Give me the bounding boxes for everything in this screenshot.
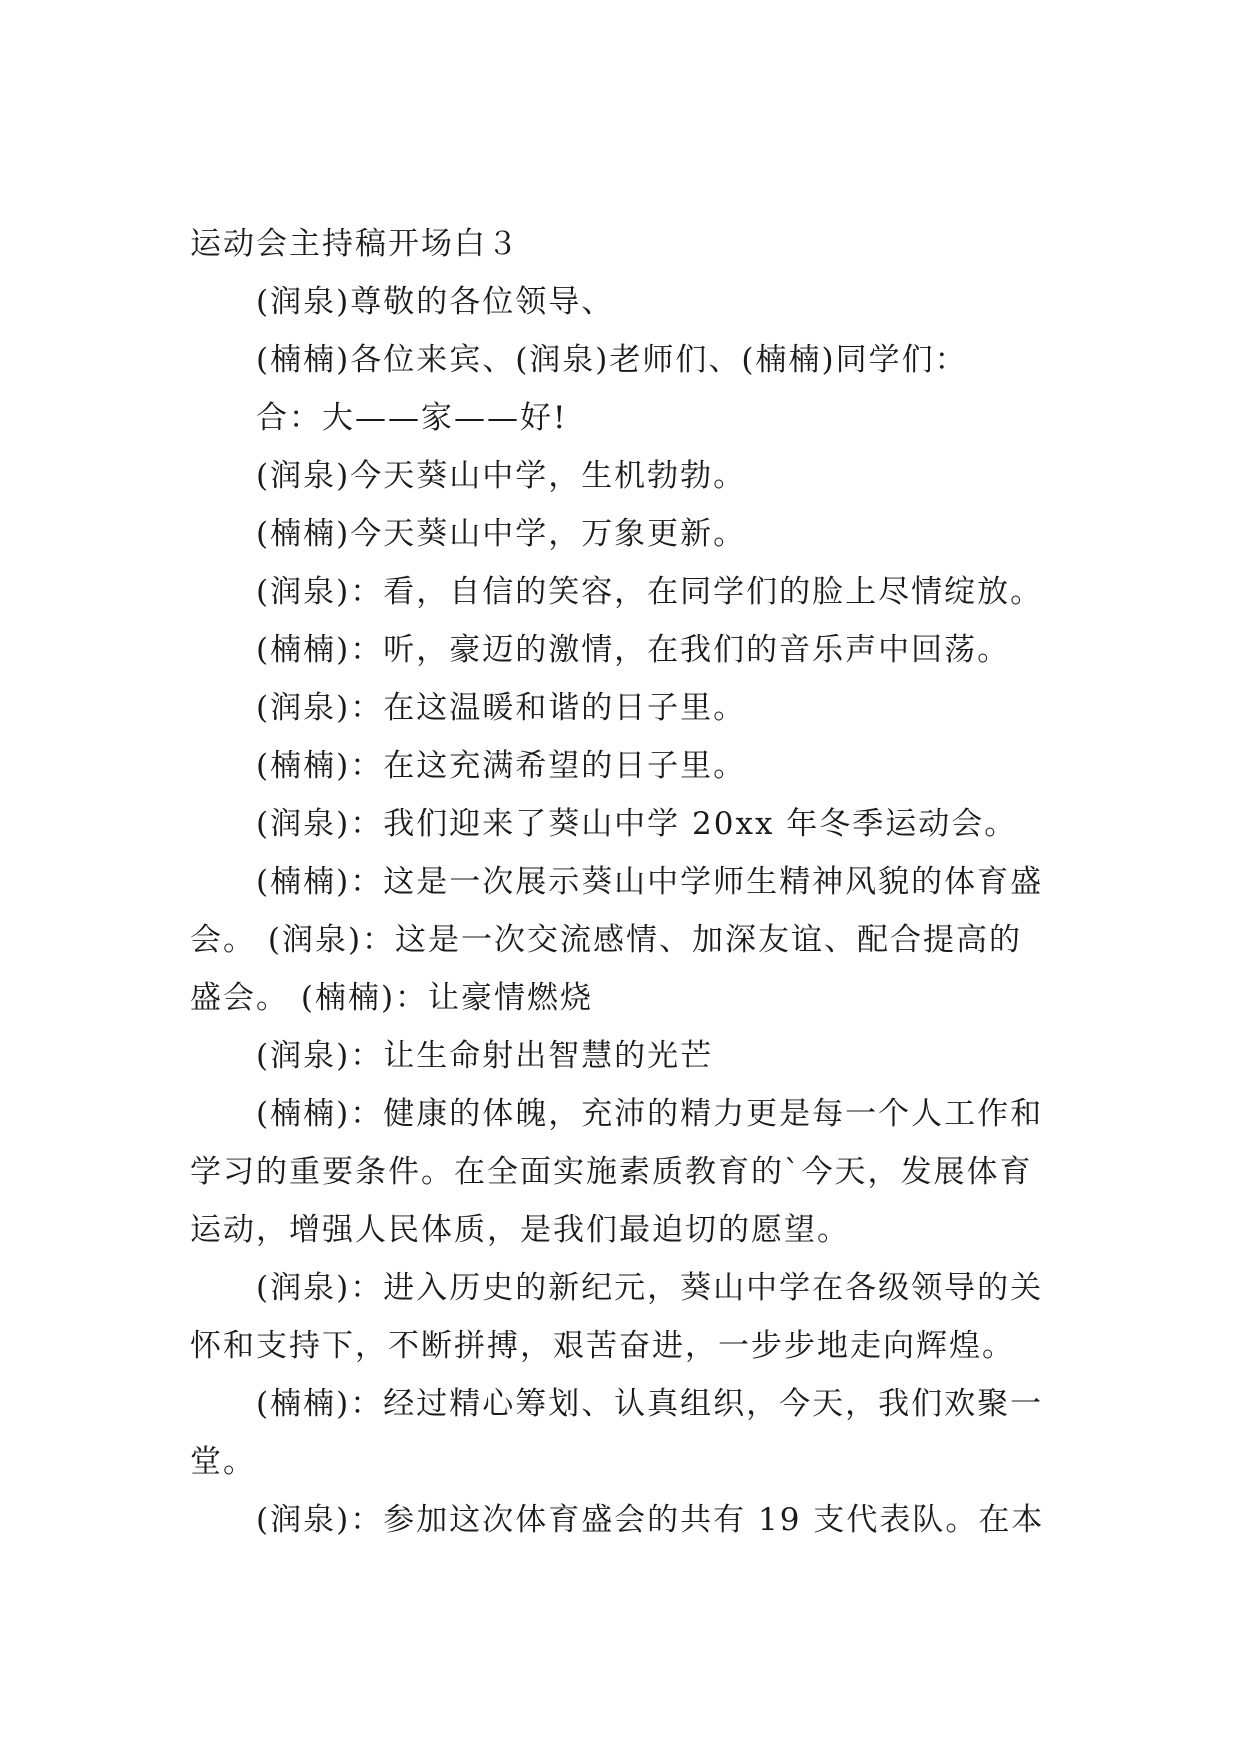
text-line: (润泉)尊敬的各位领导、 xyxy=(256,284,615,320)
text-line: (润泉)：在这温暖和谐的日子里。 xyxy=(256,690,747,726)
text-line: 怀和支持下，不断拼搏，艰苦奋进，一步步地走向辉煌。 xyxy=(190,1328,1015,1364)
text-line: (楠楠)：听，豪迈的激情，在我们的音乐声中回荡。 xyxy=(256,632,1011,668)
text-line: (楠楠)：经过精心筹划、认真组织，今天，我们欢聚一 xyxy=(256,1386,1044,1422)
text-line: 合：大——家——好! xyxy=(256,400,568,436)
text-line: (润泉)：进入历史的新纪元，葵山中学在各级领导的关 xyxy=(256,1270,1044,1306)
text-line: (润泉)：参加这次体育盛会的共有 19 支代表队。在本 xyxy=(256,1502,1045,1538)
text-line: 运动，增强人民体质，是我们最迫切的愿望。 xyxy=(190,1212,850,1248)
text-line: 堂。 xyxy=(190,1444,256,1480)
document-title: 运动会主持稿开场白３ xyxy=(190,226,520,262)
text-line: (润泉)：看，自信的笑容，在同学们的脸上尽情绽放。 xyxy=(256,574,1044,610)
text-line: (润泉)今天葵山中学，生机勃勃。 xyxy=(256,458,747,494)
text-line: (楠楠)各位来宾、(润泉)老师们、(楠楠)同学们： xyxy=(256,342,968,378)
text-line: (楠楠)：在这充满希望的日子里。 xyxy=(256,748,747,784)
text-line: (润泉)：我们迎来了葵山中学 20xx 年冬季运动会。 xyxy=(256,806,1018,842)
text-line: 学习的重要条件。在全面实施素质教育的`今天，发展体育 xyxy=(190,1154,1033,1190)
text-line: (楠楠)今天葵山中学，万象更新。 xyxy=(256,516,747,552)
text-line: 盛会。 (楠楠)：让豪情燃烧 xyxy=(190,980,594,1016)
text-line: (楠楠)：健康的体魄，充沛的精力更是每一个人工作和 xyxy=(256,1096,1044,1132)
text-line: (润泉)：让生命射出智慧的光芒 xyxy=(256,1038,714,1074)
text-line: 会。 (润泉)：这是一次交流感情、加深友谊、配合提高的 xyxy=(190,922,1023,958)
text-line: (楠楠)：这是一次展示葵山中学师生精神风貌的体育盛 xyxy=(256,864,1044,900)
